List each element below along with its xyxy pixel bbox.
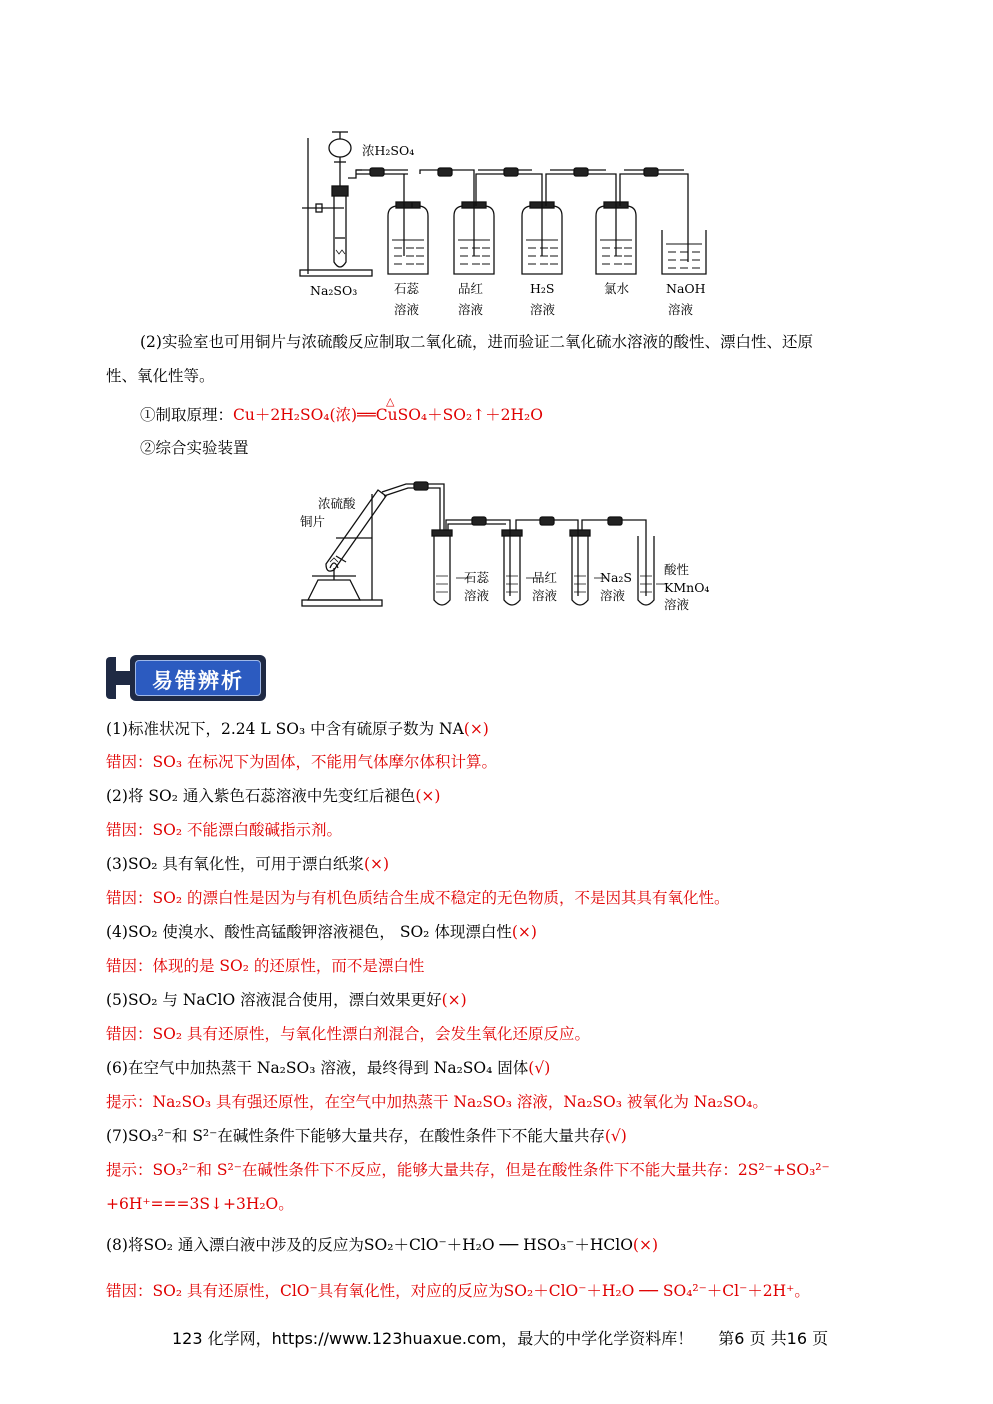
label-tube3-line2: 溶液 [600, 588, 626, 603]
apparatus-drawing-2 [296, 476, 716, 616]
label-na2so3: Na₂SO₃ [310, 283, 358, 298]
item8-question: (8)将SO₂ 通入漂白液中涉及的反应为SO₂＋ClO⁻＋H₂O ── HSO₃⁻＋HClO(×) [106, 1236, 658, 1254]
label-bottle1-line2: 溶液 [394, 302, 420, 317]
label-bottle1-line1: 石蕊 [394, 281, 420, 296]
banner-title: 易错辨析 [152, 669, 244, 693]
heat-symbol: △ [386, 395, 395, 408]
label-tube4-line2: KMnO₄ [664, 580, 710, 595]
label-beaker-line2: 溶液 [668, 302, 694, 317]
banner-box [130, 655, 266, 701]
label-conc-h2so4: 浓H₂SO₄ [362, 143, 415, 158]
item6-answer: 提示：Na₂SO₃ 具有强还原性，在空气中加热蒸干 Na₂SO₃ 溶液，Na₂SO₃ 被氧化为 Na₂SO₄。 [106, 1093, 768, 1111]
item2-answer: 错因：SO₂ 不能漂白酸碱指示剂。 [106, 821, 342, 839]
item3-answer: 错因：SO₂ 的漂白性是因为与有机色质结合生成不稳定的无色物质，不是因其具有氧化性。 [106, 889, 730, 907]
label-tube2-line1: 品红 [532, 570, 558, 585]
item3-question: (3)SO₂ 具有氧化性，可用于漂白纸浆(×) [106, 855, 390, 873]
label-conc-sulfuric-acid: 浓硫酸 [318, 496, 356, 511]
item8-answer: 错因：SO₂ 具有还原性，ClO⁻具有氧化性，对应的反应为SO₂＋ClO⁻＋H₂O ── SO₄²⁻＋Cl⁻＋2H⁺。 [106, 1282, 810, 1300]
label-tube4-line1: 酸性 [664, 562, 690, 577]
so2-property-apparatus-diagram [296, 126, 716, 326]
label-bottle4-line1: 氯水 [604, 281, 630, 296]
item2-question: (2)将 SO₂ 通入紫色石蕊溶液中先变红后褪色(×) [106, 787, 441, 805]
label-tube4-line3: 溶液 [664, 597, 690, 612]
item5-answer: 错因：SO₂ 具有还原性，与氧化性漂白剂混合，会发生氧化还原反应。 [106, 1025, 590, 1043]
device-label: ②综合实验装置 [140, 439, 249, 457]
item1-answer: 错因：SO₃ 在标况下为固体，不能用气体摩尔体积计算。 [106, 753, 497, 771]
item4-answer: 错因：体现的是 SO₂ 的还原性，而不是漂白性 [106, 957, 425, 975]
label-bottle2-line2: 溶液 [458, 302, 484, 317]
banner-left-bracket [106, 657, 116, 699]
item7-answer: 提示：SO₃²⁻和 S²⁻在碱性条件下不反应，能够大量共存，但是在酸性条件下不能大量共存：2S²⁻+SO₃²⁻ [106, 1161, 830, 1179]
label-tube3-line1: Na₂S [600, 570, 632, 585]
label-copper: 铜片 [300, 514, 326, 529]
section2-paragraph-line1: (2)实验室也可用铜片与浓硫酸反应制取二氧化硫，进而验证二氧化硫水溶液的酸性、漂白性、还原 [140, 333, 813, 351]
principle-equation: Cu＋2H₂SO₄(浓)══CuSO₄＋SO₂↑＋2H₂O [233, 406, 543, 424]
label-tube1-line1: 石蕊 [464, 570, 490, 585]
label-tube2-line2: 溶液 [532, 588, 558, 603]
label-beaker-line1: NaOH [666, 281, 706, 296]
copper-acid-apparatus-diagram [296, 476, 716, 616]
item6-question: (6)在空气中加热蒸干 Na₂SO₃ 溶液，最终得到 Na₂SO₄ 固体(√) [106, 1059, 551, 1077]
section-banner [106, 655, 266, 701]
label-bottle2-line1: 品红 [458, 281, 484, 296]
footer-page-number: 第6 页 共16 页 [718, 1329, 829, 1348]
principle-line [140, 405, 543, 425]
label-bottle3-line2: 溶液 [530, 302, 556, 317]
item1-question: (1)标准状况下，2.24 L SO₃ 中含有硫原子数为 NA(×) [106, 720, 489, 738]
item5-question: (5)SO₂ 与 NaClO 溶液混合使用，漂白效果更好(×) [106, 991, 467, 1009]
principle-label: ①制取原理： [140, 406, 234, 424]
label-tube1-line2: 溶液 [464, 588, 490, 603]
section2-paragraph-line2: 性、氧化性等。 [106, 367, 215, 385]
label-bottle3-line1: H₂S [530, 281, 555, 296]
item4-question: (4)SO₂ 使溴水、酸性高锰酸钾溶液褪色， SO₂ 体现漂白性(×) [106, 923, 537, 941]
item7-answer-cont: +6H⁺===3S↓+3H₂O。 [106, 1195, 294, 1213]
footer-site-text: 123 化学网，https://www.123huaxue.com，最大的中学化学资料库！ [172, 1329, 694, 1348]
item7-question: (7)SO₃²⁻和 S²⁻在碱性条件下能够大量共存，在酸性条件下不能大量共存(√) [106, 1127, 627, 1145]
page-footer [172, 1326, 828, 1349]
apparatus-drawing-1 [296, 126, 716, 326]
